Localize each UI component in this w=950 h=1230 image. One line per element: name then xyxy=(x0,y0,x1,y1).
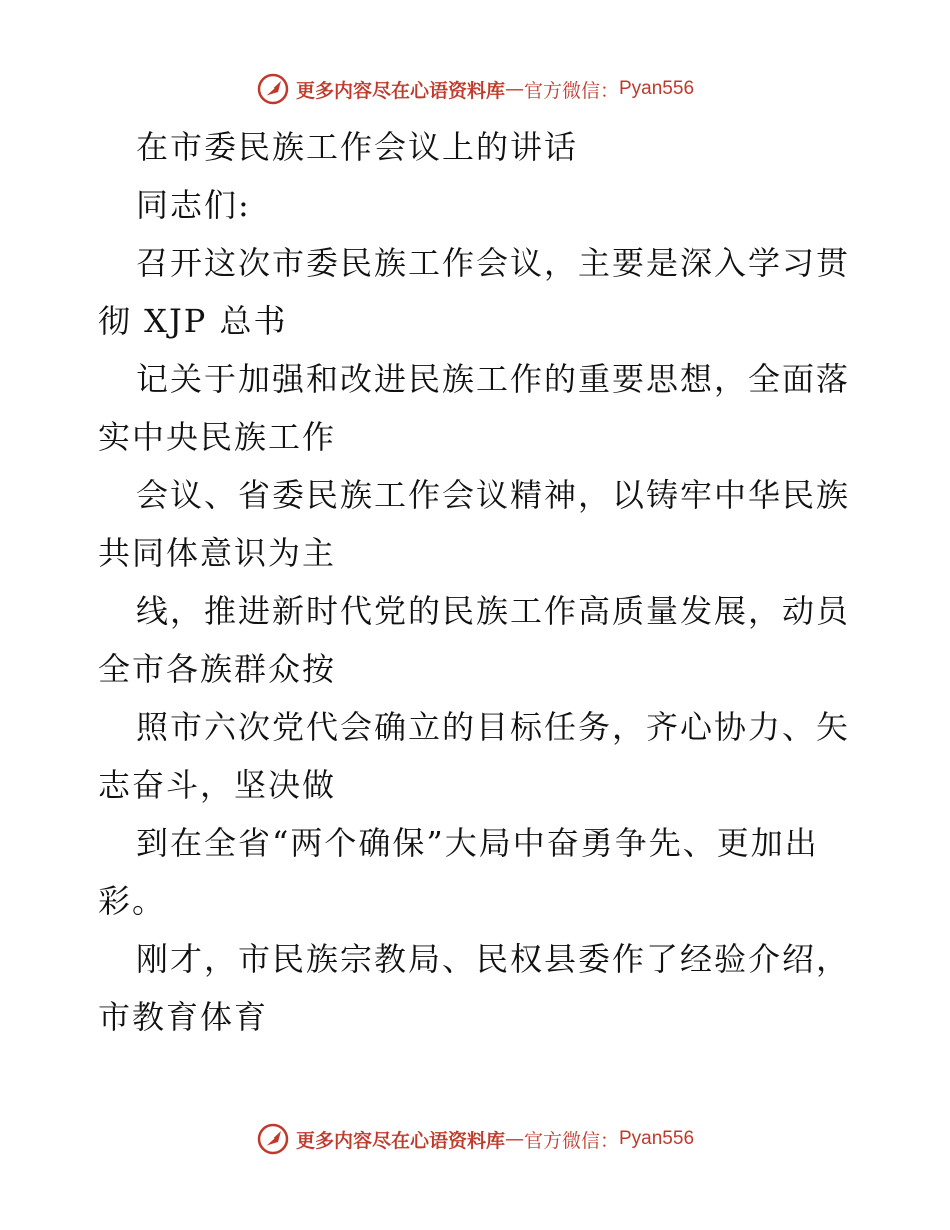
banner-separator: — xyxy=(504,1128,524,1150)
salutation: 同志们: xyxy=(136,186,251,224)
text-line: 全市各族群众按 xyxy=(98,650,337,688)
banner-wechat-id: Pyan556 xyxy=(619,78,695,99)
banner-wechat-label: 官方微信： xyxy=(523,79,619,102)
text-line: 刚才，市民族宗教局、民权县委作了经验介绍， xyxy=(136,940,851,978)
text-line: 彩。 xyxy=(98,882,167,920)
document-body xyxy=(98,118,858,1046)
text-line: 到在全省“两个确保”大局中奋勇争先、更加出 xyxy=(136,824,819,862)
text-line: 记关于加强和改进民族工作的重要思想，全面落 xyxy=(136,360,851,398)
text-line: 市教育体育 xyxy=(98,998,269,1036)
header-banner xyxy=(0,72,950,106)
text-line: 彻 XJP 总书 xyxy=(98,302,288,340)
text-line: 线，推进新时代党的民族工作高质量发展，动员 xyxy=(136,592,851,630)
document-title: 在市委民族工作会议上的讲话 xyxy=(136,128,579,166)
banner-wechat-id: Pyan556 xyxy=(619,1128,695,1149)
banner-title: 更多内容尽在心语资料库 xyxy=(295,1129,505,1152)
text-line: 照市六次党代会确立的目标任务，齐心协力、矢 xyxy=(136,708,851,746)
banner-title: 更多内容尽在心语资料库 xyxy=(295,79,505,102)
banner-wechat-label: 官方微信： xyxy=(523,1129,619,1152)
quill-logo-icon xyxy=(256,72,290,106)
quill-logo-icon xyxy=(256,1122,290,1156)
text-line: 召开这次市委民族工作会议，主要是深入学习贯 xyxy=(136,244,851,282)
banner-separator: — xyxy=(504,78,524,100)
text-line: 共同体意识为主 xyxy=(98,534,337,572)
text-line: 志奋斗，坚决做 xyxy=(98,766,337,804)
footer-banner xyxy=(0,1122,950,1156)
text-line: 实中央民族工作 xyxy=(98,418,337,456)
text-line: 会议、省委民族工作会议精神，以铸牢中华民族 xyxy=(136,476,851,514)
